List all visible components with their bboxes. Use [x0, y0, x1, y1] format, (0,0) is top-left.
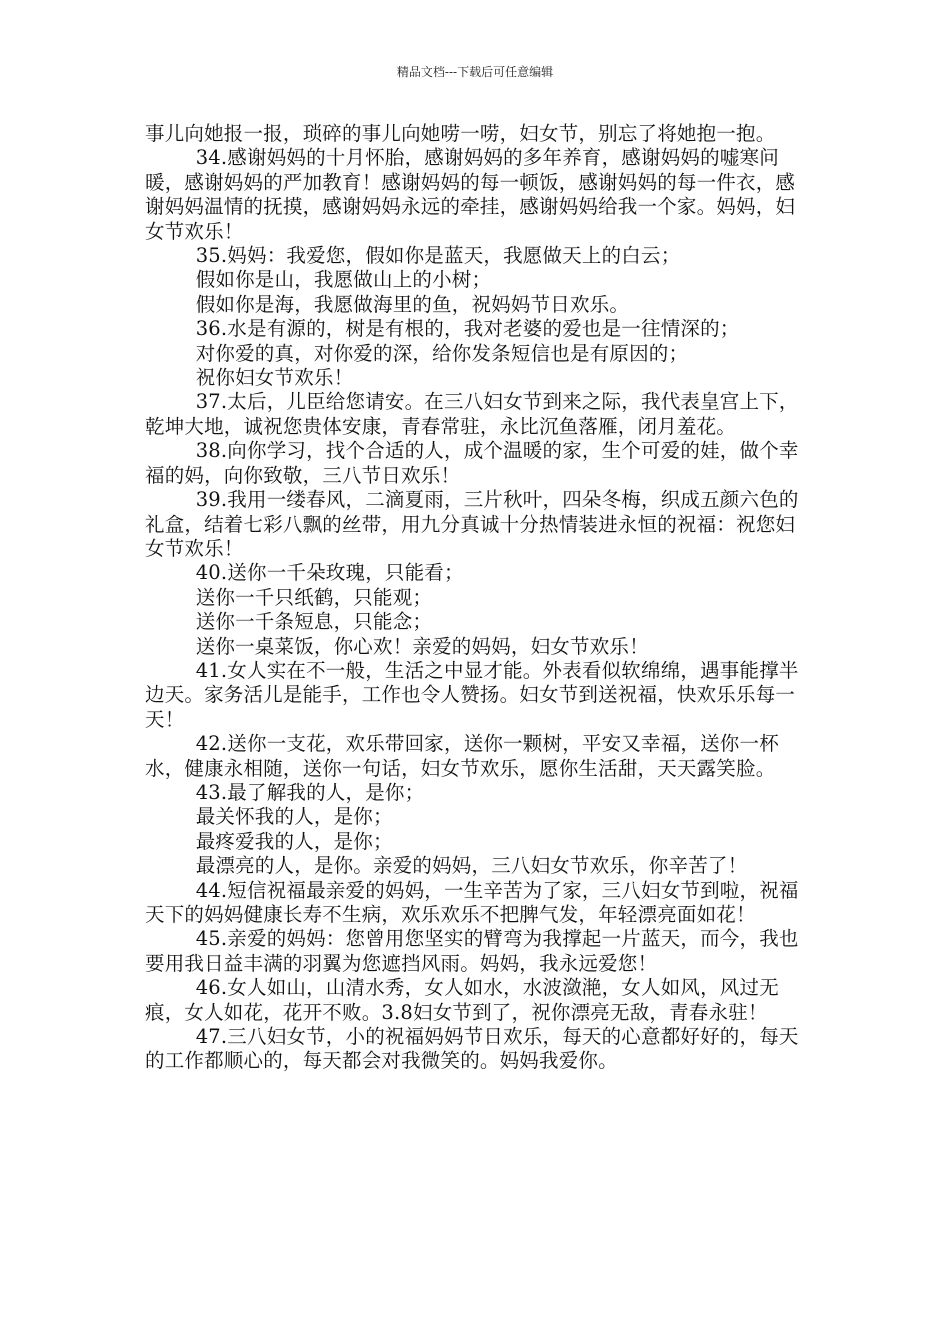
paragraph-36-line-1: 36.水是有源的，树是有根的，我对老婆的爱也是一往情深的； [195, 317, 740, 341]
paragraph-35-line-2: 假如你是山，我愿做山上的小树； [195, 268, 492, 292]
paragraph-38: 38.向你学习，找个合适的人，成个温暖的家，生个可爱的娃，做个幸福的妈，向你致敬，三八节日欢乐！ [145, 439, 799, 487]
paragraph-37: 37.太后，儿臣给您请安。在三八妇女节到来之际，我代表皇宫上下，乾坤大地，诚祝您贵体安康，青春常驻，永比沉鱼落雁，闭月羞花。 [145, 390, 799, 438]
document-body [145, 122, 811, 1074]
paragraph-43-line-3: 最疼爱我的人，是你； [195, 829, 393, 853]
paragraph-40-line-2: 送你一千只纸鹤，只能观； [195, 585, 433, 609]
paragraph-35-line-1: 35.妈妈：我爱您，假如你是蓝天，我愿做天上的白云； [195, 244, 681, 268]
paragraph-36-line-2: 对你爱的真，对你爱的深，给你发条短信也是有原因的； [195, 341, 689, 365]
paragraph-41: 41.女人实在不一般，生活之中显才能。外表看似软绵绵，遇事能撑半边天。家务活儿是能手，工作也令人赞扬。妇女节到送祝福，快欢乐乐每一天！ [145, 658, 799, 731]
paragraph-40-line-4: 送你一桌菜饭，你心欢！亲爱的妈妈，妇女节欢乐！ [195, 634, 649, 658]
paragraph-43-line-4: 最漂亮的人，是你。亲爱的妈妈，三八妇女节欢乐，你辛苦了！ [195, 854, 748, 878]
paragraph-36-line-3: 祝你妇女节欢乐！ [195, 366, 354, 390]
page-header: 精品文档---下载后可任意编辑 [396, 65, 554, 79]
paragraph-continued: 事儿向她报一报，琐碎的事儿向她唠一唠，妇女节，别忘了将她抱一抱。 [145, 122, 776, 145]
paragraph-43-line-2: 最关怀我的人，是你； [195, 805, 393, 829]
paragraph-40-line-3: 送你一千条短息，只能念； [195, 610, 433, 634]
paragraph-46: 46.女人如山，山清水秀，女人如水，水波潋滟，女人如风，风过无痕，女人如花，花开不败。3.8妇女节到了，祝你漂亮无敌，青春永驻！ [145, 976, 779, 1024]
paragraph-40-line-1: 40.送你一千朵玫瑰，只能看； [195, 561, 464, 585]
paragraph-34: 34.感谢妈妈的十月怀胎，感谢妈妈的多年养育，感谢妈妈的嘘寒问暖，感谢妈妈的严加教育！感谢妈妈的每一顿饭，感谢妈妈的每一件衣，感谢妈妈温情的抚摸，感谢妈妈永远的牵挂，感谢妈妈给我一个家。妈妈，妇女节欢乐！ [145, 146, 796, 243]
paragraph-39: 39.我用一缕春风，二滴夏雨，三片秋叶，四朵冬梅，织成五颜六色的礼盒，结着七彩八飘的丝带，用九分真诚十分热情装进永恒的祝福：祝您妇女节欢乐！ [145, 488, 799, 560]
paragraph-44: 44.短信祝福最亲爱的妈妈，一生辛苦为了家，三八妇女节到啦，祝福天下的妈妈健康长寿不生病，欢乐欢乐不把脾气发，年轻漂亮面如花！ [145, 878, 799, 926]
paragraph-35-line-3: 假如你是海，我愿做海里的鱼，祝妈妈节日欢乐。 [195, 292, 630, 316]
paragraph-43-line-1: 43.最了解我的人，是你； [195, 780, 425, 804]
paragraph-42: 42.送你一支花，欢乐带回家，送你一颗树，平安又幸福，送你一杯水，健康永相随，送你一句话，妇女节欢乐，愿你生活甜，天天露笑脸。 [145, 732, 779, 780]
paragraph-45: 45.亲爱的妈妈：您曾用您坚实的臂弯为我撑起一片蓝天，而今，我也要用我日益丰满的羽翼为您遮挡风雨。妈妈，我永远爱您！ [145, 927, 799, 975]
paragraph-47: 47.三八妇女节，小的祝福妈妈节日欢乐，每天的心意都好好的，每天的工作都顺心的，每天都会对我微笑的。妈妈我爱你。 [145, 1025, 799, 1073]
